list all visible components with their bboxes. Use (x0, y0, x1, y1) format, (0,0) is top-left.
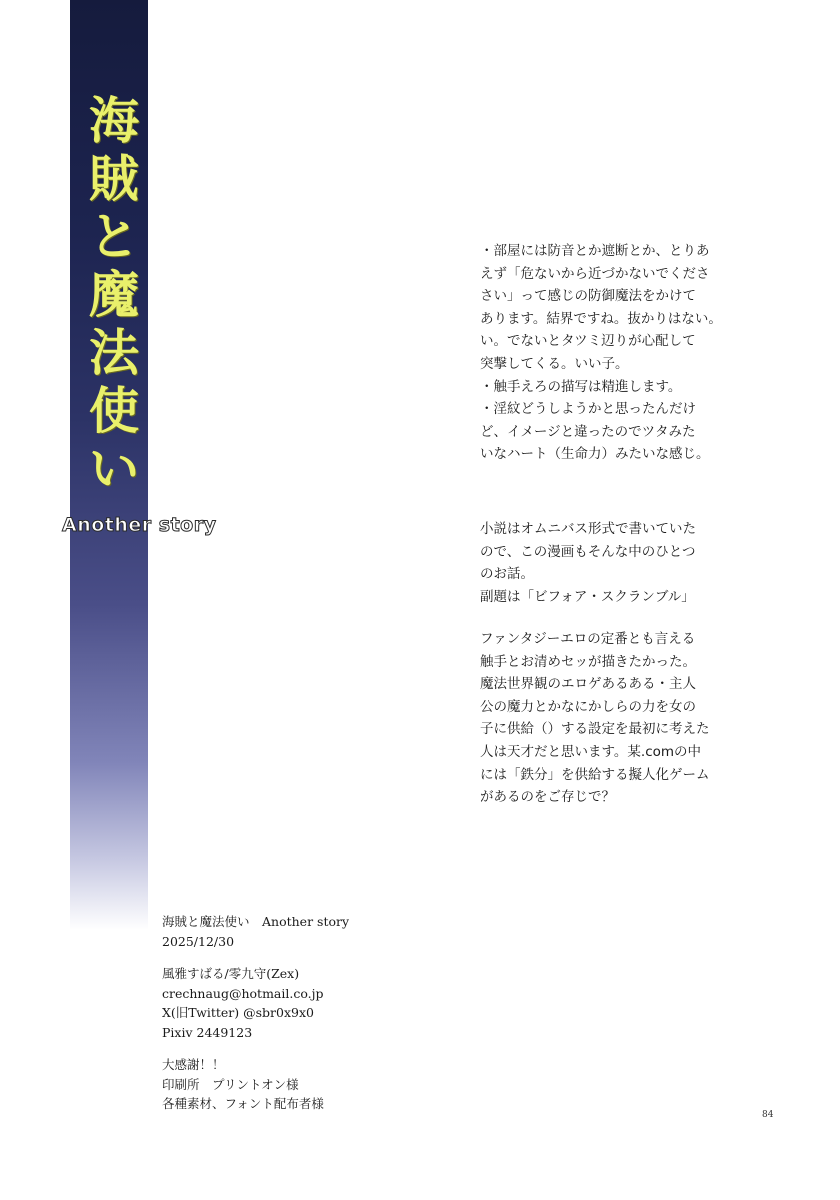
title-char: 法 (89, 324, 139, 382)
colophon-printer: 印刷所 プリントオン様 (162, 1076, 299, 1092)
text-line: 触手とお清めセッが描きたかった。 (480, 653, 696, 670)
title-char: 賊 (89, 150, 139, 208)
text-line: い。でないとタツミ辺りが心配して (480, 333, 696, 350)
text-line: 小説はオムニバス形式で書いていた (480, 521, 696, 537)
colophon-author: 風雅すばる/零九守(Zex) (162, 966, 300, 981)
text-line: があるのをご存じで？ (480, 789, 615, 806)
colophon (162, 912, 462, 1114)
vertical-title (84, 92, 144, 498)
colophon-thanks: 大感謝！！ (162, 1057, 225, 1072)
text-line: いなハート（生命力）みたいな感じ。 (480, 446, 710, 463)
subtitle: Another story (62, 514, 217, 536)
text-line: ので、この漫画もそんな中のひとつ (480, 543, 696, 560)
afterword-notes (480, 240, 780, 466)
page-number: 84 (762, 1110, 774, 1120)
title-char: 使 (89, 382, 139, 440)
title-char: と (89, 208, 139, 266)
title-char: い (89, 440, 139, 498)
afterword-theme-note (480, 628, 780, 809)
text-line: ・触手えろの描写は精進します。 (480, 378, 682, 395)
text-line: のお話。 (480, 566, 534, 583)
text-line: さい」って感じの防御魔法をかけて (480, 288, 696, 305)
text-line: ど、イメージと違ったのでツタみた (480, 423, 696, 440)
colophon-title: 海賊と魔法使い Another story (162, 914, 350, 929)
colophon-twitter: X(旧Twitter) @sbr0x9x0 (162, 1005, 314, 1020)
text-line: には「鉄分」を供給する擬人化ゲーム (480, 766, 710, 783)
text-line: 魔法世界観のエロゲあるある・主人 (480, 676, 696, 693)
text-line: あります。結界ですね。抜かりはない。 (480, 310, 722, 327)
text-line: 副題は「ビフォア・スクランブル」 (480, 588, 695, 605)
text-line: ・淫紋どうしようかと思ったんだけ (480, 401, 696, 418)
text-line: ・部屋には防音とか遮断とか、とりあ (480, 243, 710, 259)
text-line: 公の魔力とかなにかしらの力を女の (480, 698, 696, 715)
text-line: 子に供給（）する設定を最初に考えた (480, 721, 710, 738)
text-line: えず「危ないから近づかないでくださ (480, 265, 710, 282)
colophon-pixiv: Pixiv 2449123 (162, 1024, 253, 1040)
afterword-story-note (480, 518, 780, 608)
colophon-email: crechnaug@hotmail.co.jp (162, 985, 324, 1001)
text-line: 人は天才だと思います。某.comの中 (480, 743, 702, 760)
colophon-date: 2025/12/30 (162, 933, 235, 949)
text-line: 突撃してくる。いい子。 (480, 355, 629, 372)
title-char: 海 (89, 92, 139, 150)
title-char: 魔 (89, 266, 139, 324)
text-line: ファンタジーエロの定番とも言える (480, 631, 696, 647)
colophon-materials: 各種素材、フォント配布者様 (162, 1096, 324, 1111)
